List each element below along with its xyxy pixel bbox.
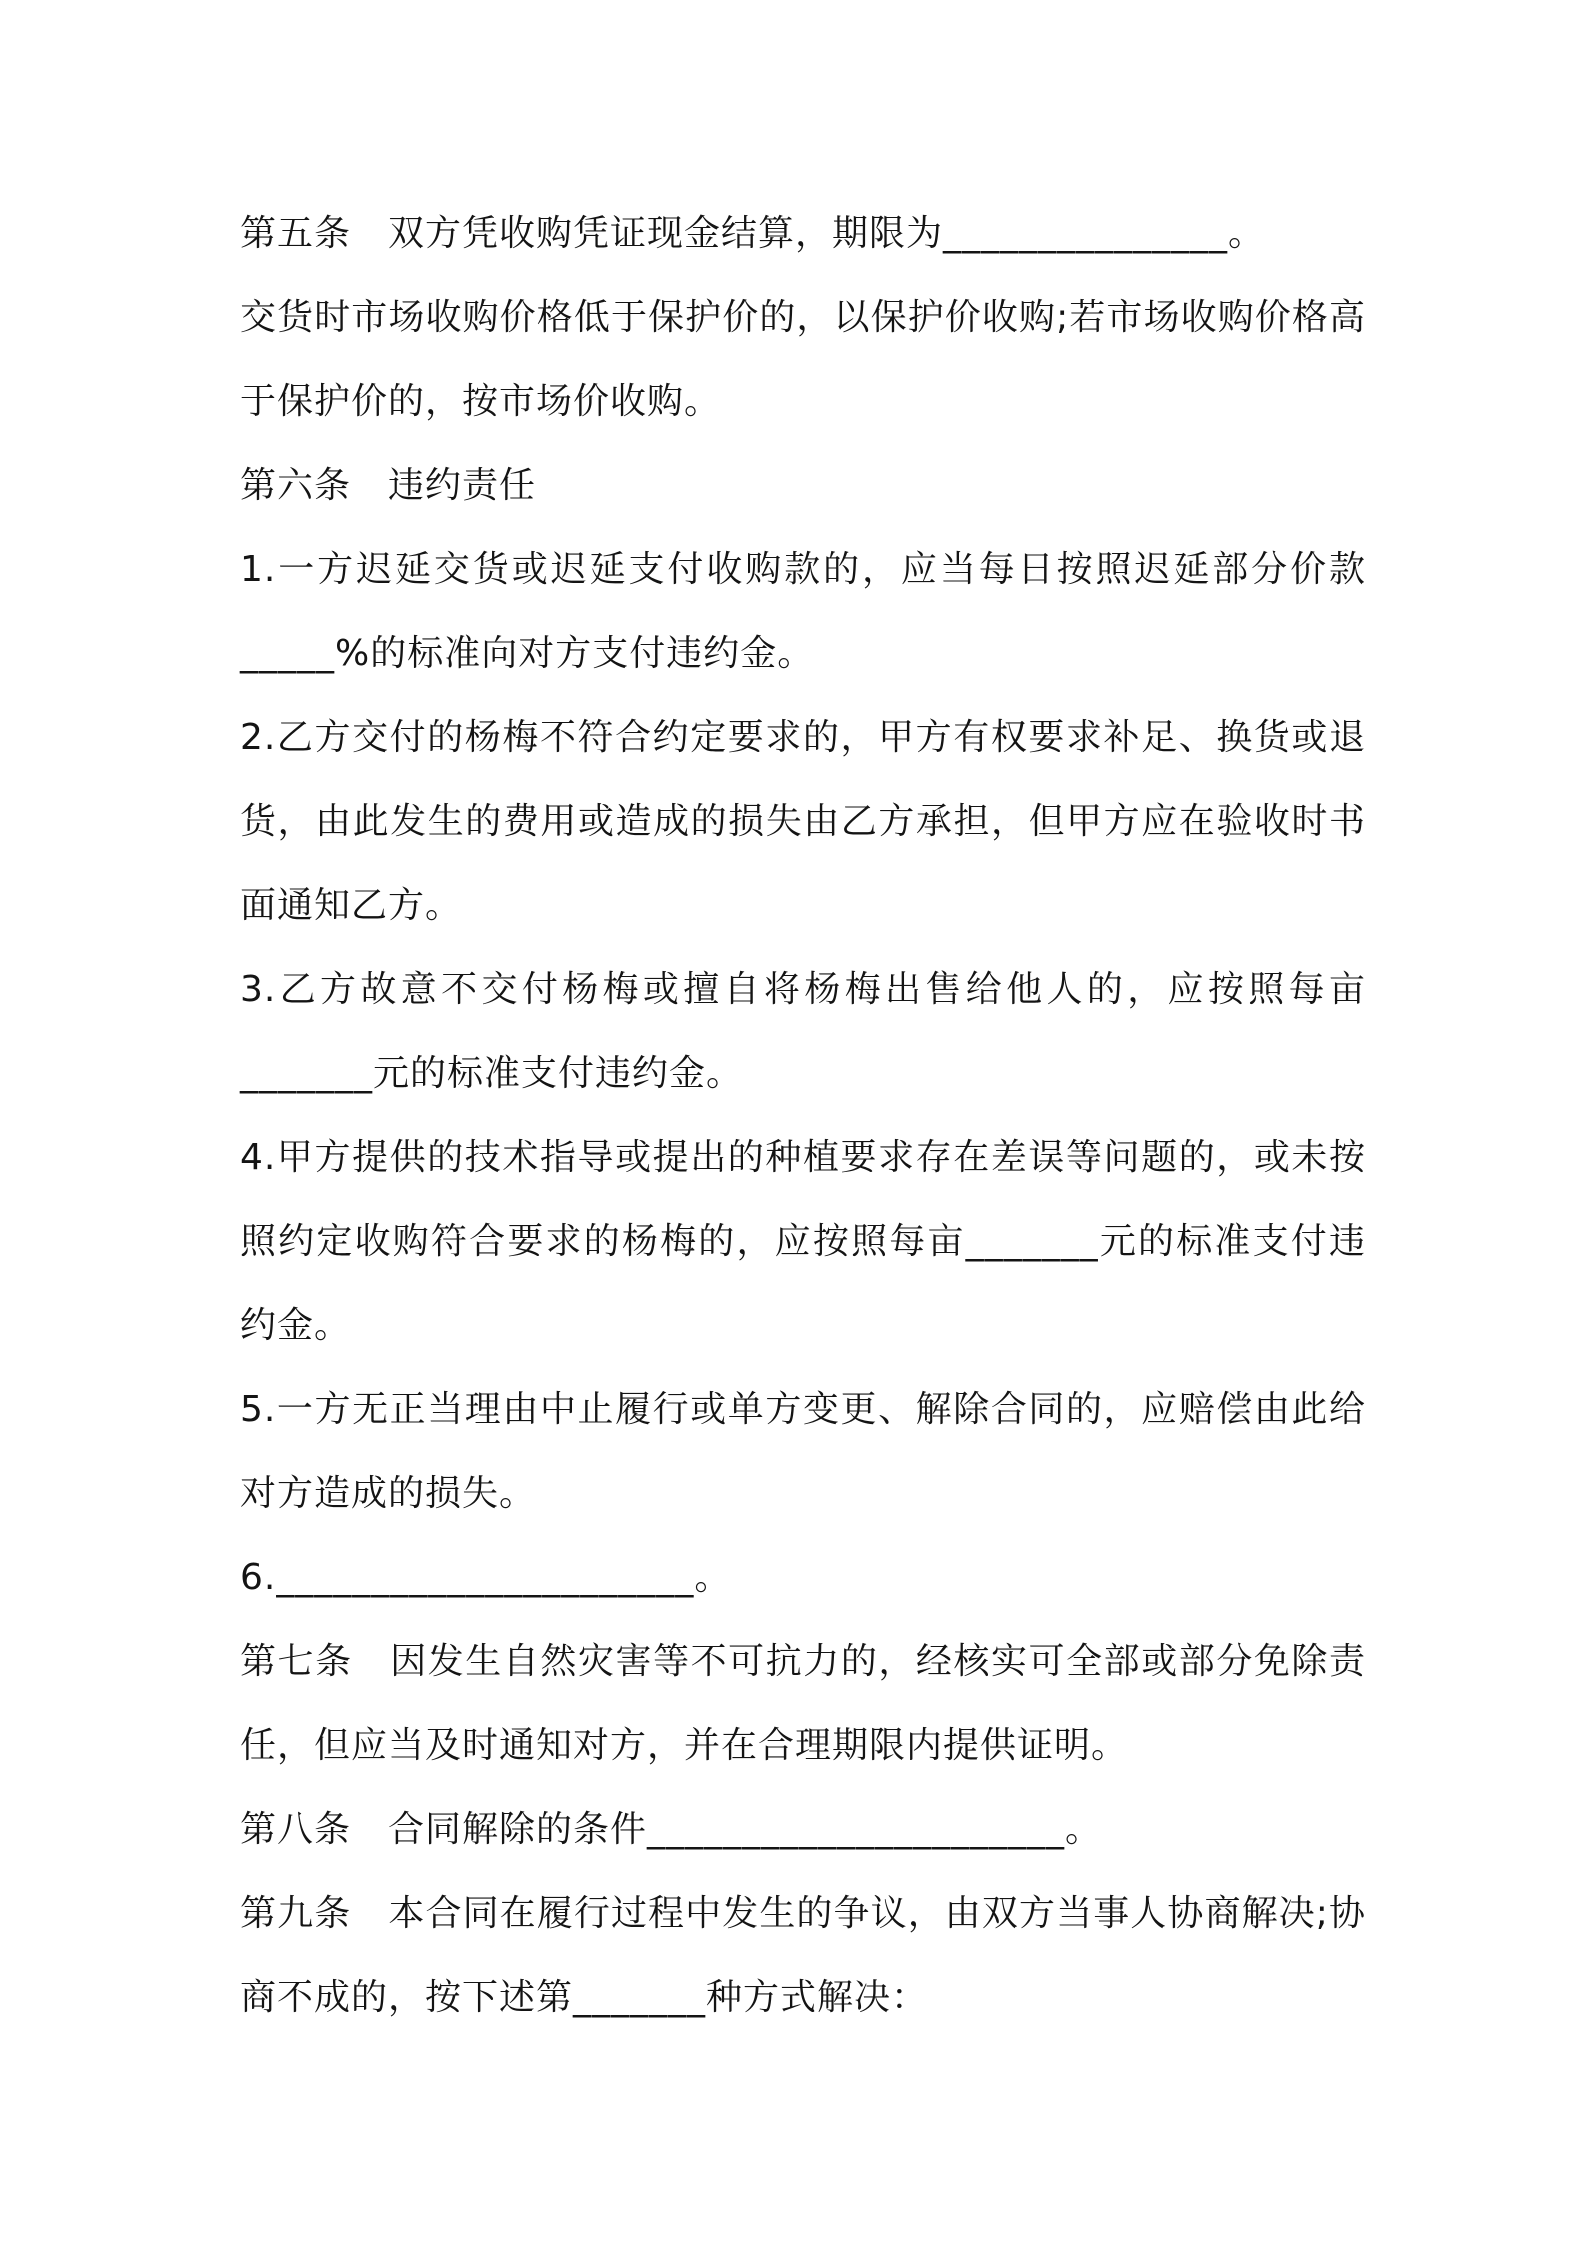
article-6-clause-4: 4.甲方提供的技术指导或提出的种植要求存在差误等问题的，或未按照约定收购符合要求的杨梅的，应按照每亩_______元的标准支付违约金。 bbox=[240, 1137, 1366, 1346]
article-6-clause-3: 3.乙方故意不交付杨梅或擅自将杨梅出售给他人的，应按照每亩_______元的标准支付违约金。 bbox=[240, 969, 1366, 1094]
article-8-termination: 第八条 合同解除的条件______________________。 bbox=[240, 1809, 1103, 1850]
article-5-payment: 第五条 双方凭收购凭证现金结算，期限为_______________。 bbox=[240, 213, 1266, 254]
article-9-dispute: 第九条 本合同在履行过程中发生的争议，由双方当事人协商解决;协商不成的，按下述第_______种方式解决： bbox=[240, 1893, 1366, 2018]
article-6-clause-2: 2.乙方交付的杨梅不符合约定要求的，甲方有权要求补足、换货或退货，由此发生的费用或造成的损失由乙方承担，但甲方应在验收时书面通知乙方。 bbox=[240, 717, 1366, 926]
article-5-price-rule: 交货时市场收购价格低于保护价的，以保护价收购;若市场收购价格高于保护价的，按市场价收购。 bbox=[240, 297, 1366, 422]
article-6-heading: 第六条 违约责任 bbox=[240, 465, 537, 506]
article-6-clause-6: 6.______________________。 bbox=[240, 1557, 732, 1598]
contract-body bbox=[240, 192, 1366, 2040]
article-6-clause-5: 5.一方无正当理由中止履行或单方变更、解除合同的，应赔偿由此给对方造成的损失。 bbox=[240, 1389, 1366, 1514]
article-6-clause-1: 1.一方迟延交货或迟延支付收购款的，应当每日按照迟延部分价款_____%的标准向对方支付违约金。 bbox=[240, 549, 1366, 674]
article-7-force-majeure: 第七条 因发生自然灾害等不可抗力的，经核实可全部或部分免除责任，但应当及时通知对方，并在合理期限内提供证明。 bbox=[240, 1641, 1366, 1766]
